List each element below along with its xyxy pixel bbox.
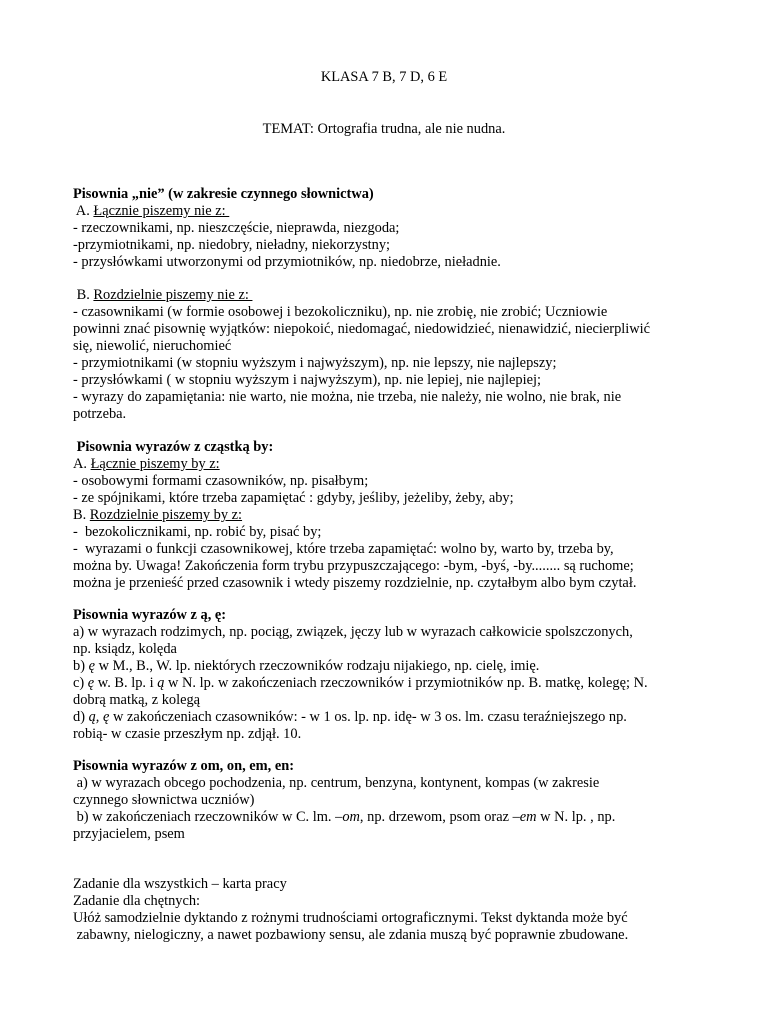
om-rule-text: w N. lp. , np. [536, 809, 616, 825]
section-by-b-item: - bezokolicznikami, np. robić by, pisać by; [73, 524, 322, 540]
task-volunteers-heading: Zadanie dla chętnych: [73, 893, 201, 909]
section-nie-b-label: Rozdzielnie piszemy nie z: [93, 287, 253, 303]
section-om-item-a: a) w wyrazach obcego pochodzenia, np. centrum, benzyna, kontynent, kompas (w zakresie [73, 775, 600, 791]
om-ending: om [342, 809, 360, 825]
nasal-letter: ę [88, 658, 95, 674]
nasal-rule-text: w M., B., W. lp. niektórych rzeczowników rodzaju nijakiego, np. cielę, imię. [94, 658, 540, 674]
section-nie-b-item: potrzeba. [73, 406, 127, 422]
section-nie-a-prefix: A. [73, 203, 94, 219]
lesson-topic: TEMAT: Ortografia trudna, ale nie nudna. [262, 121, 506, 137]
section-nasal-item: a) w wyrazach rodzimych, np. pociąg, związek, jęczy lub w wyrazach całkowicie spolszczonych, [73, 624, 633, 640]
section-by-a-prefix: A. [73, 456, 91, 472]
section-by-b-heading [73, 507, 242, 524]
nasal-letter: ę [87, 675, 95, 691]
section-nie-a-label: Łącznie piszemy nie z: [93, 203, 230, 219]
section-by-b-item: można by. Uwaga! Zakończenia form trybu przypuszczającego: -bym, -byś, -by........ są ruchome; [73, 558, 634, 574]
section-nasal-item-c: c) ę w. B. lp. i ą w N. lp. w zakończeniach rzeczowników i przymiotników np. B. matkę, kolegę; N. [73, 675, 648, 691]
section-nie-a-heading [73, 203, 229, 220]
section-nie-a-item: - przysłówkami utworzonymi od przymiotników, np. niedobrze, nieładnie. [73, 254, 501, 270]
section-nie-a-item: -przymiotnikami, np. niedobry, nieładny, niekorzystny; [73, 237, 391, 253]
section-nasal-item-b: b) ę w M., B., W. lp. niektórych rzeczowników rodzaju nijakiego, np. cielę, imię. [73, 658, 540, 674]
section-nie-b-item: - przysłówkami ( w stopniu wyższym i najwyższym), np. nie lepiej, nie najlepiej; [73, 372, 541, 388]
section-nie-b-item: się, niewolić, nieruchomieć [73, 338, 232, 354]
task-volunteers-text: Ułóż samodzielnie dyktando z rożnymi trudnościami ortograficznymi. Tekst dyktanda może być [73, 910, 628, 926]
section-by-a-item: - osobowymi formami czasowników, np. pisałbym; [73, 473, 369, 489]
nasal-rule-text: w N. lp. w zakończeniach rzeczowników i przymiotników np. B. matkę, kolegę; N. [164, 675, 648, 691]
section-nie-b-prefix: B. [73, 287, 94, 303]
section-by-b-prefix: B. [73, 507, 90, 523]
nasal-rule-text: w. B. lp. i [94, 675, 158, 691]
section-by-b-item: można je przenieść przed czasownik i wtedy piszemy rozdzielnie, np. czytałbym albo bym czytał. [73, 575, 637, 591]
section-om-item-a-cont: czynnego słownictwa uczniów) [73, 792, 255, 808]
em-ending: em [519, 809, 537, 825]
section-by-b-label: Rozdzielnie piszemy by z: [89, 507, 243, 523]
section-by-b-item: - wyrazami o funkcji czasownikowej, które trzeba zapamiętać: wolno by, warto by, trzeba by, [73, 541, 614, 557]
section-nasal-title: Pisownia wyrazów z ą, ę: [73, 607, 227, 623]
section-nie-b-item: - przymiotnikami (w stopniu wyższym i najwyższym), np. nie lepszy, nie najlepszy; [73, 355, 557, 371]
section-nie-b-heading [73, 287, 252, 304]
nasal-rule-text: w zakończeniach czasowników: - w 1 os. lp. np. idę- w 3 os. lm. czasu teraźniejszego np. [109, 709, 627, 725]
nasal-letter: ą [157, 675, 165, 691]
section-by-title: Pisownia wyrazów z cząstką by: [73, 439, 274, 455]
section-nie-b-item: powinni znać pisownię wyjątków: niepokoić, niedomagać, niedowidzieć, nienawidzić, niecierpliwić [73, 321, 651, 337]
section-om-item-b-cont: przyjacielem, psem [73, 826, 185, 842]
section-nie-a-item: - rzeczownikami, np. nieszczęście, nieprawda, niezgoda; [73, 220, 400, 236]
task-volunteers-text: zabawny, nielogiczny, a nawet pozbawiony sensu, ale zdania muszą być poprawnie zbudowane. [73, 927, 629, 943]
section-by-a-item: - ze spójnikami, które trzeba zapamiętać : gdyby, jeśliby, jeżeliby, żeby, aby; [73, 490, 514, 506]
nasal-letter: ą, ę [88, 709, 110, 725]
class-heading: KLASA 7 B, 7 D, 6 E [320, 69, 448, 85]
section-om-title: Pisownia wyrazów z om, on, em, en: [73, 758, 295, 774]
section-by-a-label: Łącznie piszemy by z: [90, 456, 220, 472]
section-by-a-heading [73, 456, 220, 473]
section-nasal-item-d: d) ą, ę w zakończeniach czasowników: - w 1 os. lp. np. idę- w 3 os. lm. czasu teraźniejszego np. [73, 709, 627, 725]
section-om-item-b [73, 809, 615, 826]
om-rule-text: b) w zakończeniach rzeczowników w C. lm. – [73, 809, 343, 825]
task-all: Zadanie dla wszystkich – karta pracy [73, 876, 287, 892]
section-nasal-item-d-cont: robią- w czasie przeszłym np. zdjął. 10. [73, 726, 302, 742]
section-nasal-item: np. ksiądz, kolęda [73, 641, 177, 657]
section-nie-title: Pisownia „nie” (w zakresie czynnego słownictwa) [73, 186, 374, 202]
om-rule-text: , np. drzewom, psom oraz – [359, 809, 520, 825]
section-nie-b-item: - czasownikami (w formie osobowej i bezokoliczniku), np. nie zrobię, nie zrobić; Uczniowie [73, 304, 608, 320]
section-nasal-item-c-cont: dobrą matką, z kolegą [73, 692, 201, 708]
section-nie-b-item: - wyrazy do zapamiętania: nie warto, nie można, nie trzeba, nie należy, nie wolno, nie brak, nie [73, 389, 622, 405]
